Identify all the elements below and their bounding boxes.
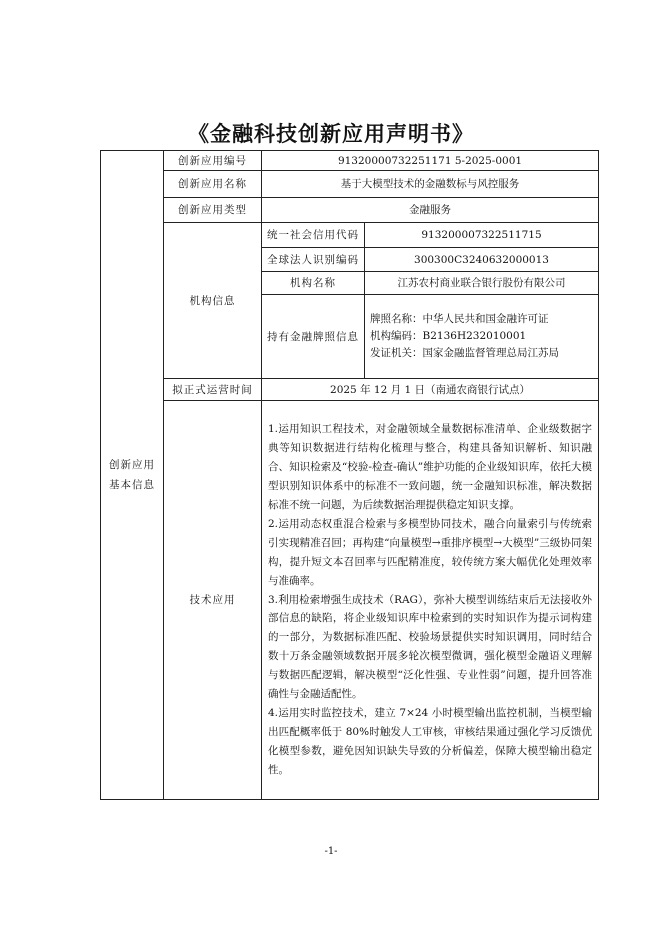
app-type-label: 创新应用类型 bbox=[164, 198, 262, 223]
app-name-value: 基于大模型技术的金融数标与风控服务 bbox=[262, 171, 599, 198]
license-code: 机构编码：B2136H232010001 bbox=[370, 330, 527, 342]
section-label-cell bbox=[101, 151, 164, 800]
document-title: 《金融科技创新应用声明书》 bbox=[188, 122, 474, 146]
credit-code-label: 统一社会信用代码 bbox=[262, 223, 365, 248]
tech-content bbox=[262, 401, 599, 800]
declaration-table bbox=[100, 150, 599, 800]
org-info-label: 机构信息 bbox=[164, 223, 262, 379]
lei-label: 全球法人识别编码 bbox=[262, 248, 365, 272]
app-id-value: 91320000732251171 5-2025-0001 bbox=[262, 151, 599, 171]
app-type-value: 金融服务 bbox=[262, 198, 599, 223]
tech-paragraph-1: 1.运用知识工程技术，对金融领域全量数据标准清单、企业级数据字典等知识数据进行结构化梳理与整合，构建具备知识解析、知识融合、知识检索及“校验-检查-确认”维护功能的企业级知识库，依托大模型识别知识体系中的标准不一致问题，统一金融知识标准，解决数据标准不统一问题，为后续数据治理提供稳定知识支撑。 bbox=[268, 423, 592, 512]
page-number: -1- bbox=[324, 846, 338, 857]
license-label: 持有金融牌照信息 bbox=[262, 295, 365, 379]
license-name: 牌照名称：中华人民共和国金融许可证 bbox=[370, 313, 549, 325]
app-name-label: 创新应用名称 bbox=[164, 171, 262, 198]
launch-time-value: 2025 年 12 月 1 日（南通农商银行试点） bbox=[262, 379, 599, 401]
credit-code-value: 913200007322511715 bbox=[365, 223, 599, 248]
org-name-label: 机构名称 bbox=[262, 272, 365, 295]
org-name-value: 江苏农村商业联合银行股份有限公司 bbox=[365, 272, 599, 295]
license-issuer: 发证机关：国家金融监督管理总局江苏局 bbox=[370, 347, 559, 359]
section-label: 创新应用基本信息 bbox=[109, 459, 155, 491]
launch-time-label: 拟正式运营时间 bbox=[164, 379, 262, 401]
license-info bbox=[365, 295, 599, 379]
lei-value: 300300C3240632000013 bbox=[365, 248, 599, 272]
app-id-label: 创新应用编号 bbox=[164, 151, 262, 171]
tech-paragraph-3: 3.利用检索增强生成技术（RAG），弥补大模型训练结束后无法接收外部信息的缺陷，将企业级知识库中检索到的实时知识作为提示词构建的一部分，为数据标准匹配、校验场景提供实时知识调用，同时结合数十万条金融领域数据开展多轮次模型微调，强化模型金融语义理解与数据匹配逻辑，解决模型“泛化性强、专业性弱”问题，提升回答准确性与金融适配性。 bbox=[268, 593, 592, 701]
tech-paragraph-4: 4.运用实时监控技术，建立 7×24 小时模型输出监控机制，当模型输出匹配概率低于 80%时触发人工审核，审核结果通过强化学习反馈优化模型参数，避免因知识缺失导致的分析偏差，保障大模型输出稳定性。 bbox=[268, 706, 592, 776]
tech-label: 技术应用 bbox=[164, 401, 262, 800]
tech-paragraph-2: 2.运用动态权重混合检索与多模型协同技术，融合向量索引与传统索引实现精准召回；再构建“向量模型→重排序模型→大模型”三级协同架构，提升短文本召回率与匹配精准度，较传统方案大幅优化处理效率与准确率。 bbox=[268, 517, 592, 587]
